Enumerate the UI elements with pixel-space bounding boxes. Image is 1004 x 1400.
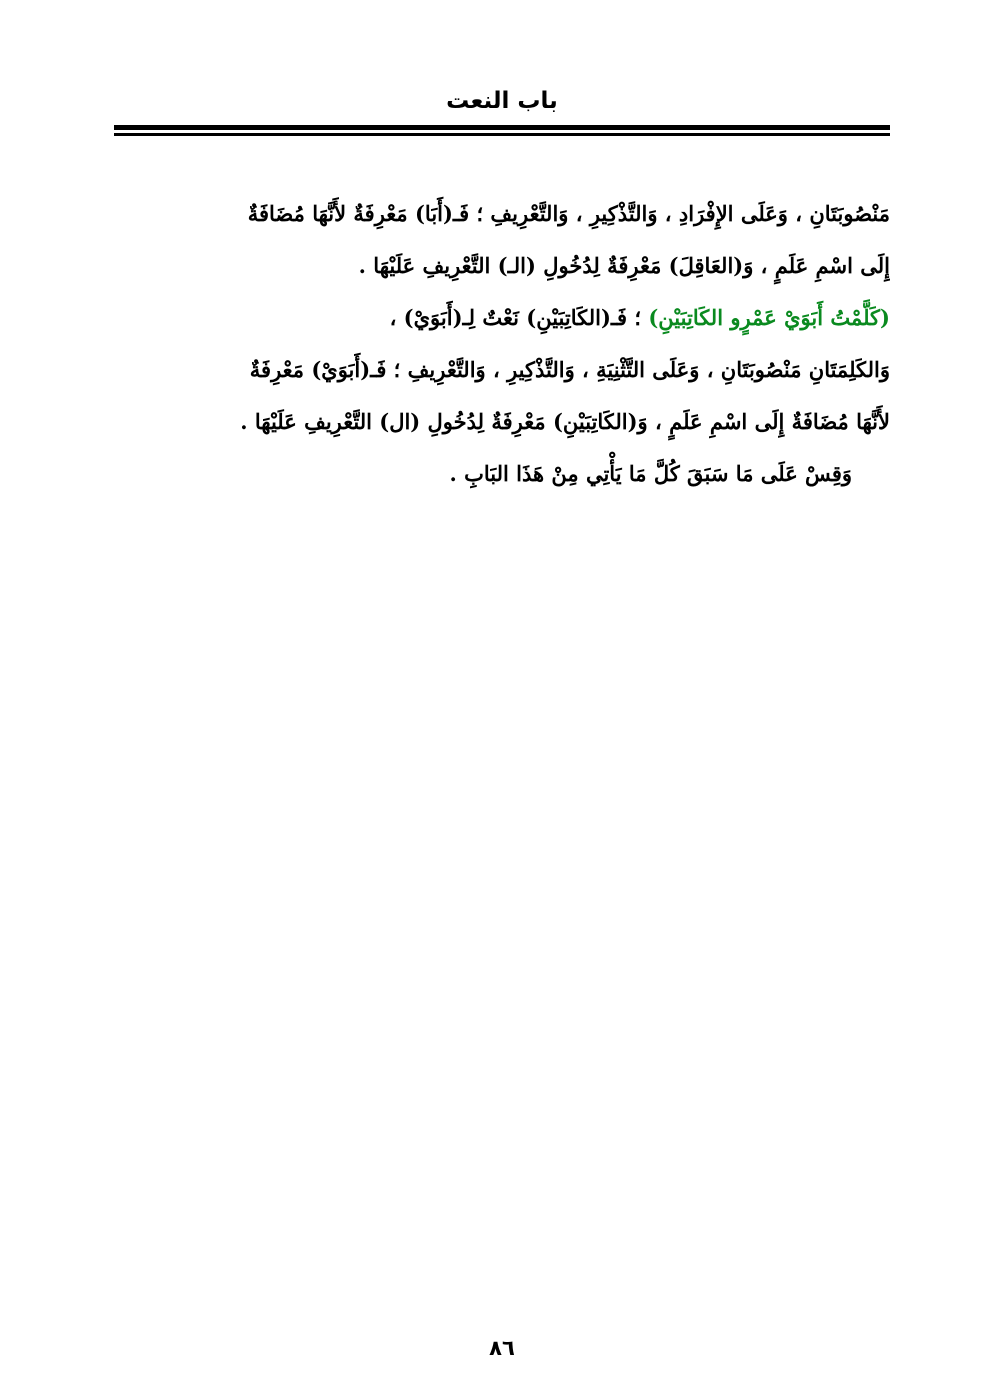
example-explanation: ؛ فَـ(الكَاتِبَيْنِ) نَعْتٌ لِـ(أَبَوَيْ) ،	[389, 305, 649, 330]
text-line-1: مَنْصُوبَتَانِ ، وَعَلَى الإِفْرَادِ ، وَالتَّذْكِيرِ ، وَالتَّعْرِيفِ ؛ فَـ(أَبَا) مَعْرِفَةٌ لأَنَّهَا مُضَافَةٌ	[247, 201, 890, 226]
text-line-2: إِلَى اسْمِ عَلَمٍ ، وَ(العَاقِلَ) مَعْرِفَةٌ لِدُخُولِ (الـ) التَّعْرِيفِ عَلَيْهَا .	[358, 253, 890, 278]
page-number: ٨٦	[489, 1336, 515, 1360]
body-text	[114, 188, 890, 500]
text-line-5: لأَنَّهَا مُضَافَةٌ إِلَى اسْمِ عَلَمٍ ، وَ(الكَاتِبَيْنِ) مَعْرِفَةٌ لِدُخُولِ (ال) التَّعْرِيفِ عَلَيْهَا .	[240, 409, 890, 434]
header-rule-thick	[114, 125, 890, 130]
example-sentence: (كَلَّمْتُ أَبَوَيْ عَمْرٍو الكَاتِبَيْنِ)	[648, 305, 890, 330]
chapter-title: باب النعت	[446, 88, 558, 114]
text-line-4: وَالكَلِمَتَانِ مَنْصُوبَتَانِ ، وَعَلَى التَّثْنِيَةِ ، وَالتَّذْكِيرِ ، وَالتَّعْرِيفِ ؛ فَـ(أَبَوَيْ) مَعْرِفَةٌ	[249, 357, 890, 382]
text-line-6: وَقِسْ عَلَى مَا سَبَقَ كُلَّ مَا يَأْتِي مِنْ هَذَا البَابِ .	[449, 461, 852, 486]
header-rule-thin	[114, 133, 890, 136]
text-line-3	[114, 292, 890, 344]
